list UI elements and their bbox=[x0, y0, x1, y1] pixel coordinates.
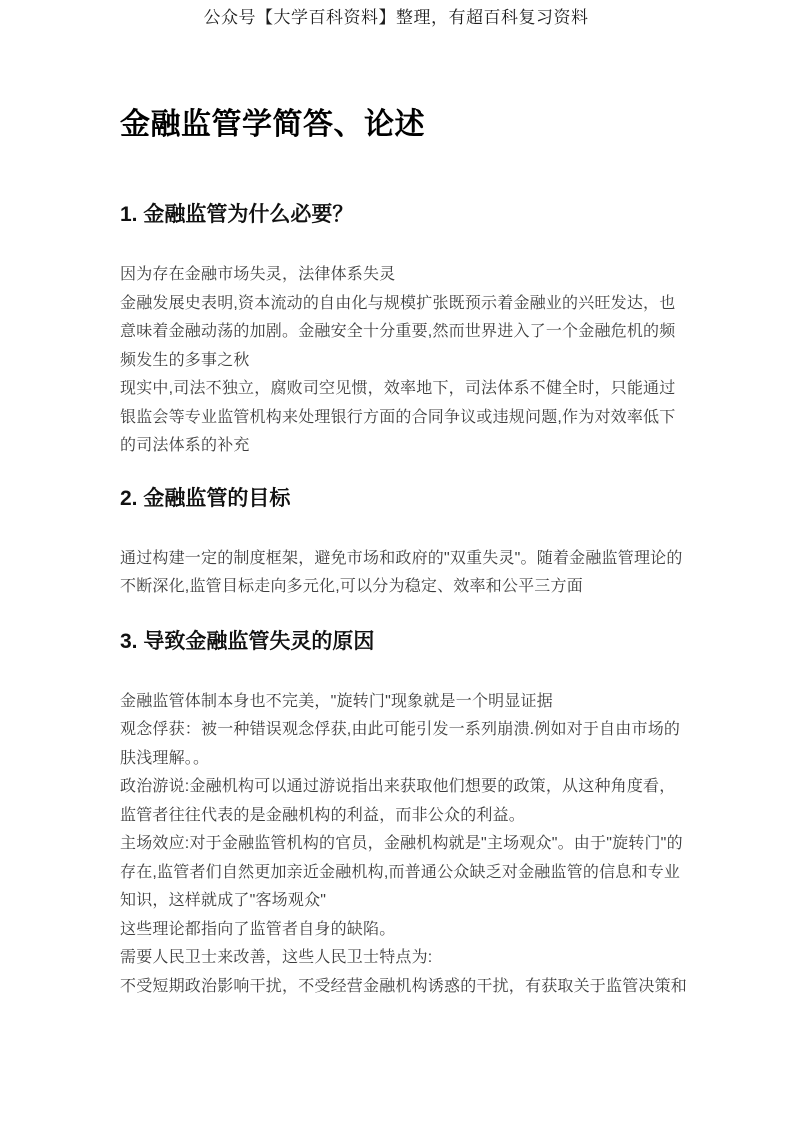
section bbox=[120, 485, 683, 602]
body-line: 这些理论都指向了监管者自身的缺陷。 bbox=[120, 920, 396, 938]
body-line: 不断深化,监管目标走向多元化,可以分为稳定、效率和公平三方面 bbox=[120, 578, 583, 595]
section-heading: 2. 金融监管的目标 bbox=[120, 486, 291, 510]
section bbox=[120, 201, 675, 461]
section-body bbox=[120, 688, 688, 1002]
body-line: 频发生的多事之秋 bbox=[120, 351, 250, 369]
body-line: 金融发展史表明,资本流动的自由化与规模扩张既预示着金融业的兴旺发达，也 bbox=[120, 294, 676, 312]
document-title: 金融监管学简答、论述 bbox=[120, 108, 425, 141]
body-line: 存在,监管者们自然更加亲近金融机构,而普通公众缺乏对金融监管的信息和专业 bbox=[120, 863, 681, 881]
body-line: 需要人民卫士来改善，这些人民卫士特点为: bbox=[120, 949, 433, 966]
section-heading: 1. 金融监管为什么必要？ bbox=[120, 203, 354, 226]
section-heading: 3. 导致金融监管失灵的原因 bbox=[120, 629, 375, 653]
body-line: 的司法体系的补充 bbox=[120, 437, 250, 454]
body-line: 金融监管体制本身也不完美，"旋转门"现象就是一个明显证据 bbox=[120, 692, 553, 710]
section bbox=[120, 628, 688, 1002]
body-line: 观念俘获：被一种错误观念俘获,由此可能引发一系列崩溃.例如对于自由市场的 bbox=[120, 721, 681, 738]
body-line: 银监会等专业监管机构来处理银行方面的合同争议或违规问题,作为对效率低下 bbox=[120, 408, 676, 426]
body-line: 现实中,司法不独立，腐败司空见惯，效率地下，司法体系不健全时，只能通过 bbox=[120, 380, 676, 397]
section-body bbox=[120, 545, 683, 602]
body-line: 因为存在金融市场失灵，法律体系失灵 bbox=[120, 266, 396, 283]
section-body bbox=[120, 261, 675, 461]
document-content bbox=[0, 107, 792, 1001]
body-line: 不受短期政治影响干扰，不受经营金融机构诱惑的干扰，有获取关于监管决策和 bbox=[120, 977, 688, 995]
body-line: 政治游说:金融机构可以通过游说指出来获取他们想要的政策，从这种角度看， bbox=[120, 778, 676, 795]
watermark-header: 公众号【大学百科资料】整理，有超百科复习资料 bbox=[203, 8, 589, 27]
body-line: 意味着金融动荡的加剧。金融安全十分重要,然而世界进入了一个金融危机的频 bbox=[120, 323, 676, 340]
sections-container bbox=[120, 201, 688, 1001]
body-line: 通过构建一定的制度框架，避免市场和政府的"双重失灵"。随着金融监管理论的 bbox=[120, 549, 683, 567]
body-line: 知识，这样就成了"客场观众" bbox=[120, 892, 327, 909]
body-line: 主场效应:对于金融监管机构的官员，金融机构就是"主场观众"。由于"旋转门"的 bbox=[120, 835, 683, 852]
body-line: 监管者往往代表的是金融机构的利益，而非公众的利益。 bbox=[120, 806, 526, 824]
body-line: 肤浅理解。。 bbox=[120, 749, 210, 767]
